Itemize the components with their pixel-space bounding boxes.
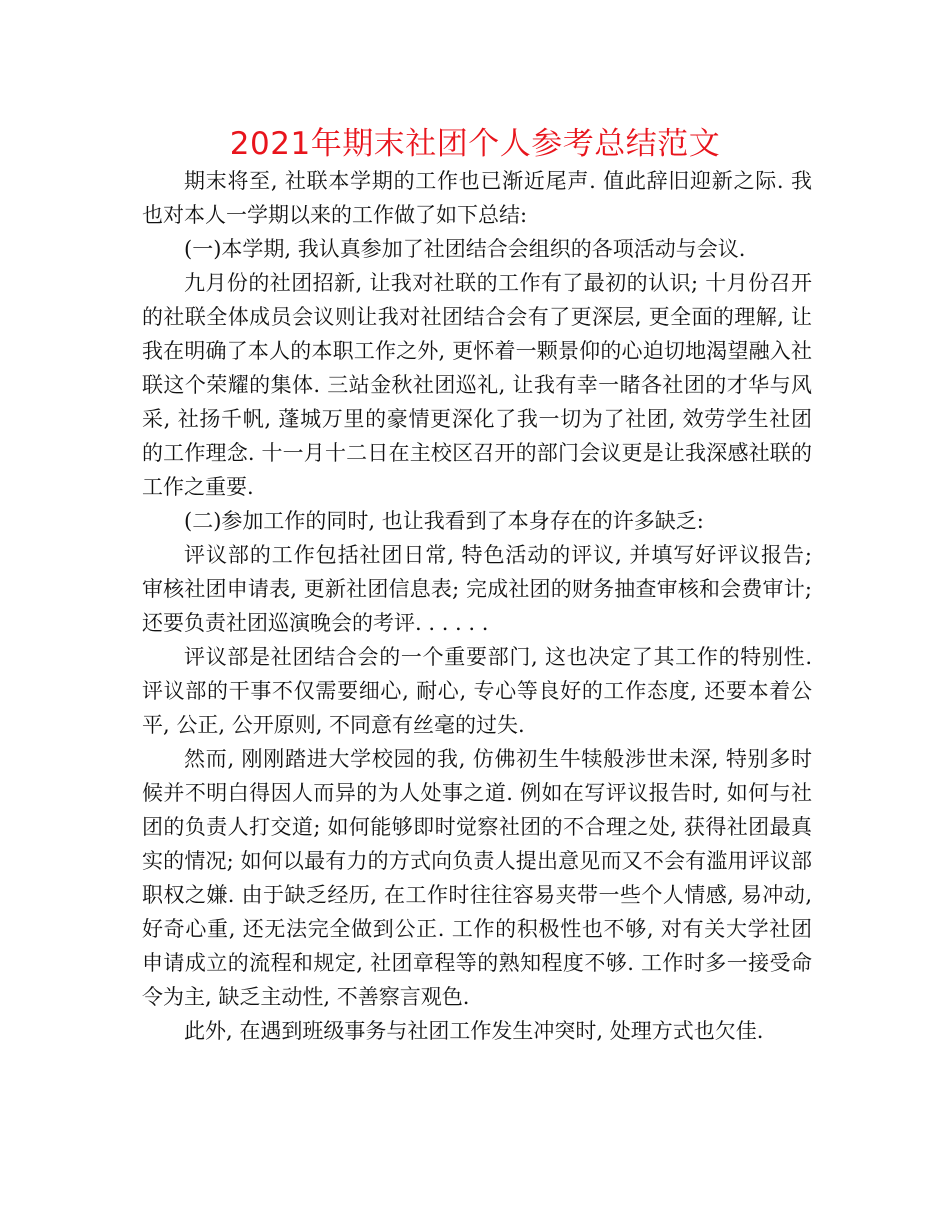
paragraph-section-1-heading: (一)本学期, 我认真参加了社团结合会组织的各项活动与会议. (184, 237, 746, 261)
paragraph-department: 评议部是社团结合会的一个重要部门, 这也决定了其工作的特别性. 评议部的干事不仅需要细心, 耐心, 专心等良好的工作态度, 还要本着公平, 公正, 公开原则, 不同意有丝毫的过失. (142, 645, 812, 737)
document-body (142, 164, 812, 1048)
document-title: 2021年期末社团个人参考总结范文 (229, 126, 721, 162)
paragraph-section-1-body: 九月份的社团招新, 让我对社联的工作有了最初的认识; 十月份召开的社联全体成员会议则让我对社团结合会有了更深层, 更全面的理解, 让我在明确了本人的本职工作之外, 更怀着一颗景仰的心迫切地渴望融入社联这个荣耀的集体. 三站金秋社团巡礼, 让我有幸一睹各社团的才华与风采, 社扬千帆, 蓬城万里的豪情更深化了我一切为了社团, 效劳学生社团的工作理念. 十一月十二日在主校区召开的部门会议更是让我深感社联的工作之重要. (142, 271, 812, 499)
paragraph-shortcomings: 然而, 刚刚踏进大学校园的我, 仿佛初生牛犊般涉世未深, 特别多时候并不明白得因人而异的为人处事之道. 例如在写评议报告时, 如何与社团的负责人打交道; 如何能够即时觉察社团的不合理之处, 获得社团最真实的情况; 如何以最有力的方式向负责人提出意见而又不会有滥用评议部职权之嫌. 由于缺乏经历, 在工作时往往容易夹带一些个人情感, 易冲动, 好奇心重, 还无法完全做到公正. 工作的积极性也不够, 对有关大学社团申请成立的流程和规定, 社团章程等的熟知程度不够. 工作时多一接受命令为主, 缺乏主动性, 不善察言观色. (142, 747, 812, 1009)
paragraph-conflict: 此外, 在遇到班级事务与社团工作发生冲突时, 处理方式也欠佳. (184, 1019, 764, 1043)
paragraph-duties: 评议部的工作包括社团日常, 特色活动的评议, 并填写好评议报告; 审核社团申请表, 更新社团信息表; 完成社团的财务抽查审核和会费审计; 还要负责社团巡演晚会的考评. . . . . . (142, 543, 812, 635)
paragraph-section-2-heading: (二)参加工作的同时, 也让我看到了本身存在的许多缺乏: (184, 509, 704, 533)
paragraph-intro: 期末将至, 社联本学期的工作也已渐近尾声. 值此辞旧迎新之际. 我也对本人一学期以来的工作做了如下总结: (142, 169, 812, 227)
